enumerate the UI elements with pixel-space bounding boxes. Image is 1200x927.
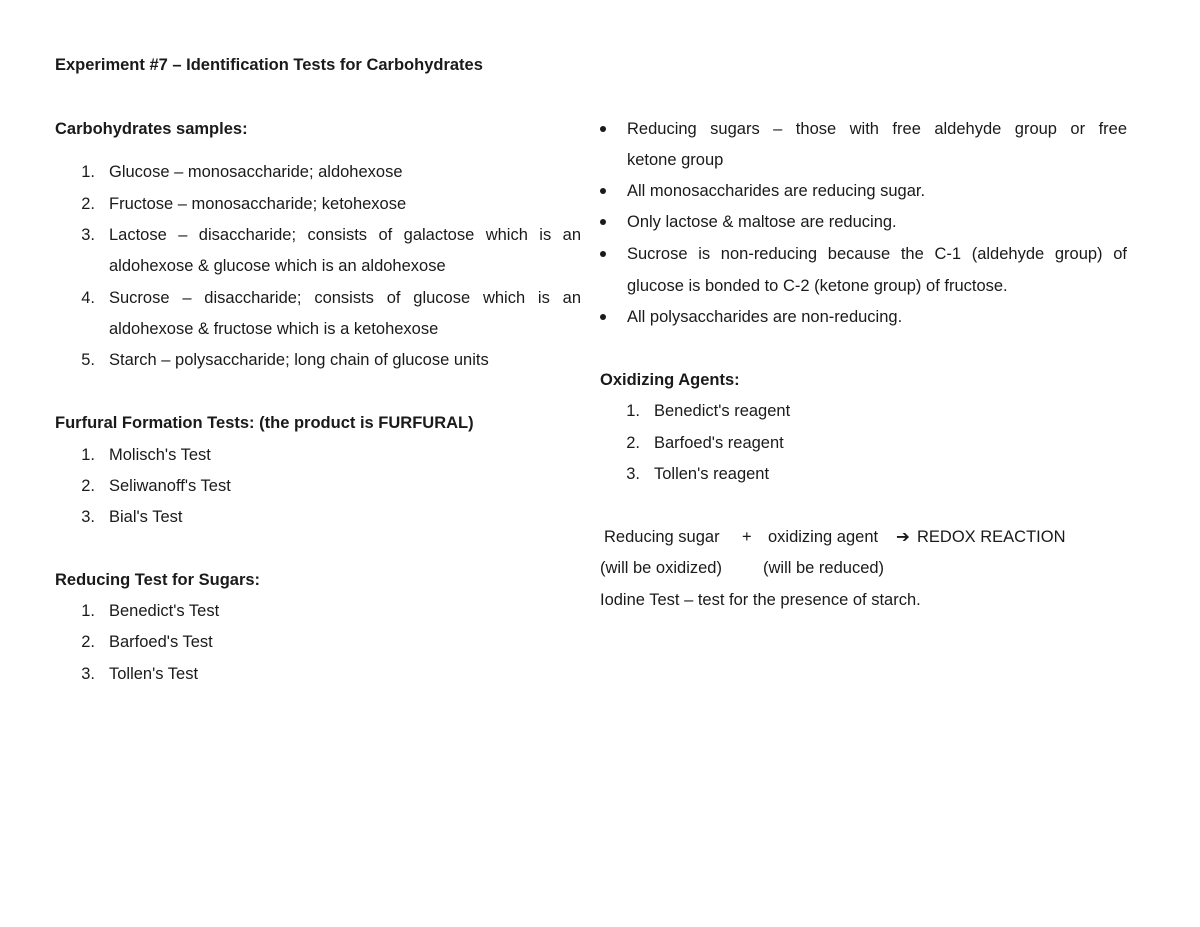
list-item-text: Bial's Test [109,508,183,526]
bullet-dot-icon [600,314,606,320]
bullet-text-continued: glucose is bonded to C-2 (ketone group) of fructose. [627,277,1008,295]
list-number: 1. [626,402,640,420]
bullet-dot-icon [600,219,606,225]
list-number: 2. [81,633,95,651]
bullet-text: All monosaccharides are reducing sugar. [627,182,926,200]
list-number: 1. [81,446,95,464]
list-item-text: Glucose – monosaccharide; aldohexose [109,163,403,181]
list-number: 3. [626,465,640,483]
iodine-test-line: Iodine Test – test for the presence of starch. [600,591,921,609]
bullet-text: Reducing sugars – those with free aldehyde group or free [627,120,1127,138]
list-item-text: Tollen's Test [109,665,199,683]
samples-heading: Carbohydrates samples: [55,120,248,138]
bullet-text: Sucrose is non-reducing because the C-1 (aldehyde group) of [627,245,1127,263]
list-item-text-continued: aldohexose & fructose which is a ketohexose [109,320,439,338]
bullet-text: Only lactose & maltose are reducing. [627,213,897,231]
list-number: 1. [81,602,95,620]
bullet-dot-icon [600,188,606,194]
list-number: 5. [81,351,95,369]
list-item-text: Barfoed's reagent [654,434,784,452]
reduced-note: (will be reduced) [763,559,885,577]
list-item-text: Barfoed's Test [109,633,213,651]
list-item-text: Tollen's reagent [654,465,770,483]
reactant-reducing-sugar: Reducing sugar [604,528,720,546]
reducing-tests-heading: Reducing Test for Sugars: [55,571,261,589]
arrow-right-icon: ➔ [896,528,910,546]
bullet-dot-icon [600,126,606,132]
list-item-text: Sucrose – disaccharide; consists of glucose which is an [109,289,581,307]
list-item-text: Molisch's Test [109,446,211,464]
oxidizing-heading: Oxidizing Agents: [600,371,740,389]
list-item-text-continued: aldohexose & glucose which is an aldohexose [109,257,446,275]
list-number: 3. [81,226,95,244]
list-item-text: Lactose – disaccharide; consists of galactose which is an [109,226,581,244]
bullet-text-continued: ketone group [627,151,724,169]
list-number: 1. [81,163,95,181]
oxidized-note: (will be oxidized) [600,559,722,577]
list-number: 4. [81,289,95,307]
page-title: Experiment #7 – Identification Tests for Carbohydrates [55,56,483,74]
list-item-text: Starch – polysaccharide; long chain of glucose units [109,351,489,369]
list-item-text: Seliwanoff's Test [109,477,231,495]
list-number: 2. [81,195,95,213]
list-item-text: Benedict's Test [109,602,220,620]
bullet-text: All polysaccharides are non-reducing. [627,308,903,326]
list-number: 2. [81,477,95,495]
list-item-text: Fructose – monosaccharide; ketohexose [109,195,407,213]
reaction-product: REDOX REACTION [917,528,1066,546]
bullet-dot-icon [600,251,606,257]
plus-sign: + [742,528,752,546]
list-item-text: Benedict's reagent [654,402,791,420]
list-number: 3. [81,665,95,683]
reactant-oxidizing-agent: oxidizing agent [768,528,879,546]
list-number: 3. [81,508,95,526]
furfural-heading: Furfural Formation Tests: (the product is FURFURAL) [55,414,474,432]
list-number: 2. [626,434,640,452]
